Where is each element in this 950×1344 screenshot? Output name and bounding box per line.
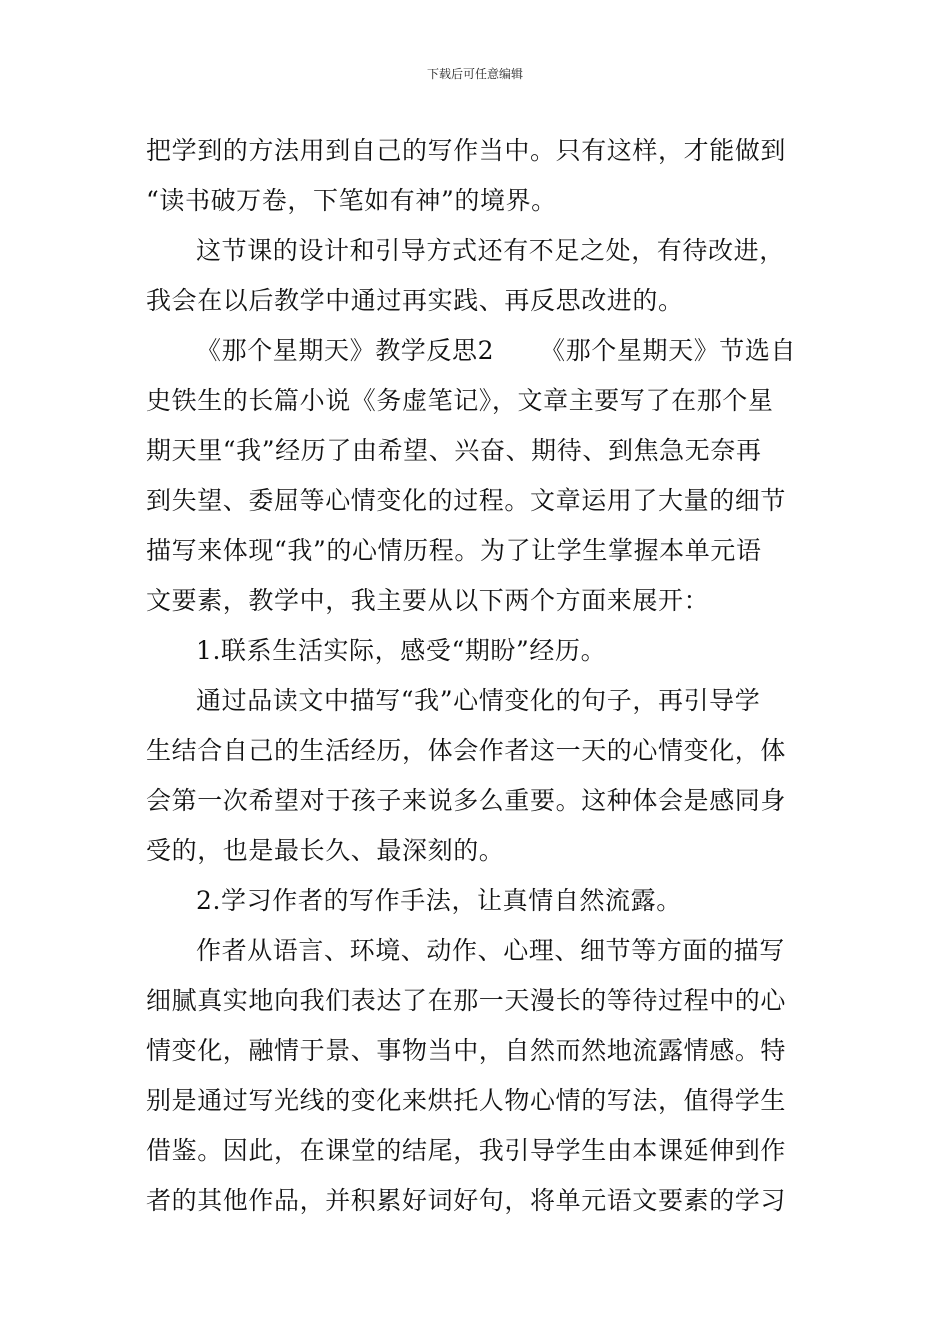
text-line: 情变化，融情于景、事物当中，自然而然地流露情感。特 [146, 1036, 787, 1065]
text-line: 别是通过写光线的变化来烘托人物心情的写法，值得学生 [146, 1086, 787, 1115]
section-text-start: 《那个星期天》节选自 [540, 336, 797, 365]
text-line: 生结合自己的生活经历，体会作者这一天的心情变化，体 [146, 736, 787, 765]
numbered-heading-1: 1.联系生活实际，感受“期盼”经历。 [196, 636, 607, 665]
numbered-heading-2: 2.学习作者的写作手法，让真情自然流露。 [196, 886, 682, 915]
text-line: 描写来体现“我”的心情历程。为了让学生掌握本单元语 [146, 536, 762, 565]
text-line: 借鉴。因此，在课堂的结尾，我引导学生由本课延伸到作 [146, 1136, 787, 1165]
text-line: 文要素，教学中，我主要从以下两个方面来展开： [146, 586, 710, 615]
text-line: 会第一次希望对于孩子来说多么重要。这种体会是感同身 [146, 786, 787, 815]
text-line: 者的其他作品，并积累好词好句，将单元语文要素的学习 [146, 1186, 787, 1215]
text-line: 把学到的方法用到自己的写作当中。只有这样，才能做到 [146, 136, 787, 165]
text-line: 受的，也是最长久、最深刻的。 [146, 836, 505, 865]
text-line: 通过品读文中描写“我”心情变化的句子，再引导学 [196, 686, 761, 715]
text-line: 细腻真实地向我们表达了在那一天漫长的等待过程中的心 [146, 986, 787, 1015]
page-header: 下载后可任意编辑 [426, 67, 523, 81]
text-line: 到失望、委屈等心情变化的过程。文章运用了大量的细节 [146, 486, 787, 515]
text-line: “读书破万卷，下笔如有神”的境界。 [146, 186, 557, 215]
text-line-section-title [196, 336, 816, 366]
section-title: 《那个星期天》教学反思2 [196, 336, 495, 365]
text-line: 期天里“我”经历了由希望、兴奋、期待、到焦急无奈再 [146, 436, 762, 465]
text-line: 我会在以后教学中通过再实践、再反思改进的。 [146, 286, 684, 315]
text-line: 作者从语言、环境、动作、心理、细节等方面的描写 [196, 936, 785, 965]
text-line: 史铁生的长篇小说《务虚笔记》，文章主要写了在那个星 [146, 386, 774, 415]
text-line: 这节课的设计和引导方式还有不足之处，有待改进， [196, 236, 785, 265]
